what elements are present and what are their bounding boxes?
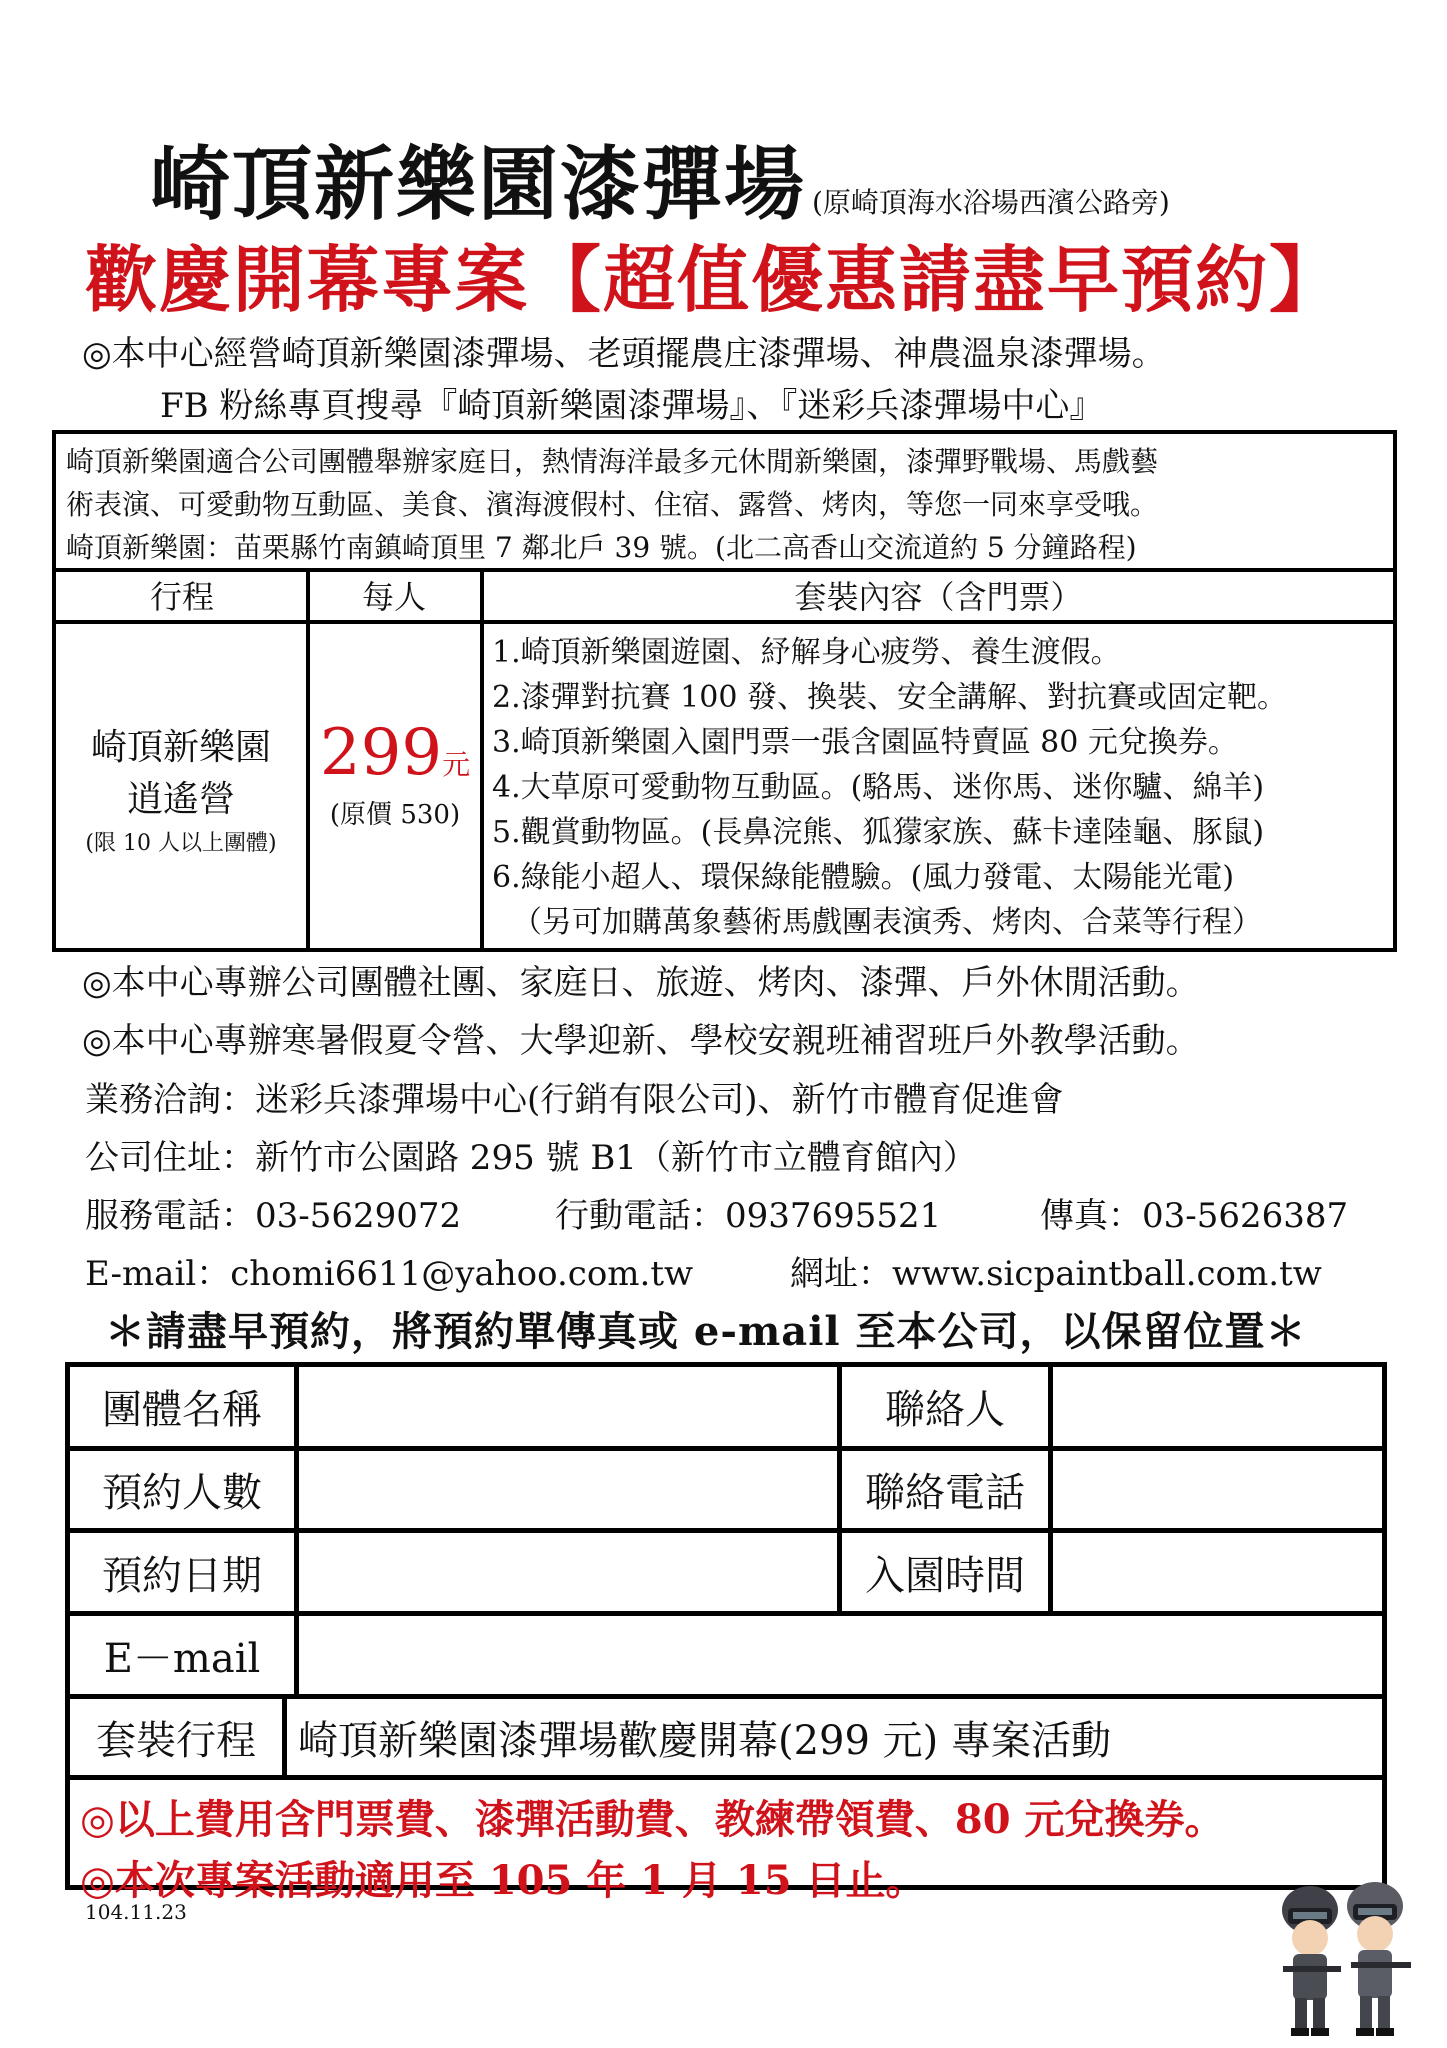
- inquiry-line: 業務洽詢：迷彩兵漆彈場中心(行銷有限公司)、新竹市體育促進會: [85, 1080, 1064, 1120]
- package-item: 2.漆彈對抗賽 100 發、換裝、安全講解、對抗賽或固定靶。: [492, 680, 1287, 715]
- footer-date: 104.11.23: [85, 1900, 187, 1924]
- headcount-field[interactable]: [299, 1451, 837, 1528]
- website-link[interactable]: 網址：www.sicpaintball.com.tw: [790, 1254, 1322, 1294]
- info-table: [52, 430, 1397, 952]
- email-link[interactable]: E-mail：chomi6611@yahoo.com.tw: [85, 1254, 694, 1294]
- form-row: [70, 1616, 1382, 1694]
- package-item: 5.觀賞動物區。(長鼻浣熊、狐獴家族、蘇卡達陸龜、豚鼠): [492, 815, 1265, 850]
- service-line-2: ◎本中心專辦寒暑假夏令營、大學迎新、學校安親班補習班戶外教學活動。: [82, 1021, 1200, 1061]
- intro-line-2: FB 粉絲專頁搜尋『崎頂新樂園漆彈場』、『迷彩兵漆彈場中心』: [160, 386, 1104, 426]
- fax-number: 傳真：03-5626387: [1040, 1196, 1349, 1236]
- note-line-2: ◎本次專案活動適用至 105 年 1 月 15 日止。: [80, 1857, 926, 1904]
- label-date: 預約日期: [102, 1552, 262, 1599]
- package-item: 6.綠能小超人、環保綠能體驗。(風力發電、太陽能光電): [492, 860, 1235, 895]
- label-headcount: 預約人數: [102, 1470, 262, 1516]
- package-item: 1.崎頂新樂園遊園、紓解身心疲勞、養生渡假。: [492, 635, 1121, 670]
- booking-notice: ＊請盡早預約，將預約單傳真或 e-mail 至本公司，以保留位置＊: [105, 1308, 1307, 1355]
- title-row: [150, 120, 1350, 235]
- header-itinerary: 行程: [56, 572, 308, 624]
- label-contact: 聯絡人: [885, 1387, 1005, 1433]
- service-phone: 服務電話：03-5629072: [85, 1196, 462, 1236]
- original-price: (原價 530): [329, 800, 461, 830]
- itinerary-note: (限 10 人以上團體): [85, 831, 277, 856]
- mascot-left: [1282, 1886, 1341, 2036]
- description-line: 術表演、可愛動物互動區、美食、濱海渡假村、住宿、露營、烤肉，等您一同來享受哦。: [66, 488, 1159, 521]
- paintball-mascots-illustration: [1255, 1870, 1425, 2040]
- header-package: 套裝內容（含門票）: [480, 572, 1397, 624]
- contact-phone-field[interactable]: [1053, 1451, 1383, 1528]
- group-name-field[interactable]: [299, 1367, 837, 1446]
- package-item: 4.大草原可愛動物互動區。(駱馬、迷你馬、迷你驢、綿羊): [492, 770, 1265, 805]
- cell-divider: [282, 1699, 287, 1775]
- contact-field[interactable]: [1053, 1367, 1383, 1446]
- page-title: 崎頂新樂園漆彈場: [150, 138, 806, 231]
- form-notes: [70, 1780, 1382, 1904]
- promo-heading: 歡慶開幕專案【超值優惠請盡早預約】: [85, 237, 1344, 322]
- form-row: [70, 1533, 1382, 1611]
- label-group-name: 團體名稱: [102, 1387, 262, 1433]
- form-row: [70, 1367, 1382, 1446]
- price-unit: 元: [442, 748, 471, 781]
- intro-line-1: ◎本中心經營崎頂新樂園漆彈場、老頭擺農庄漆彈場、神農溫泉漆彈場。: [82, 334, 1166, 374]
- price-value: 299: [319, 716, 443, 790]
- description-line: 崎頂新樂園適合公司團體舉辦家庭日，熱情海洋最多元休閒新樂園，漆彈野戰場、馬戲藝: [66, 445, 1159, 478]
- description-line: 崎頂新樂園：苗栗縣竹南鎮崎頂里 7 鄰北戶 39 號。(北二高香山交流道約 5 分鐘路程): [66, 531, 1137, 564]
- info-description: [56, 434, 1393, 572]
- page-subtitle: (原崎頂海水浴場西濱公路旁): [812, 186, 1170, 219]
- package-item: 3.崎頂新樂園入園門票一張含園區特賣區 80 元兌換券。: [492, 725, 1238, 760]
- package-item: （另可加購萬象藝術馬戲團表演秀、烤肉、合菜等行程）: [512, 905, 1262, 940]
- form-row: [70, 1451, 1382, 1528]
- service-line-1: ◎本中心專辦公司團體社團、家庭日、旅遊、烤肉、漆彈、戶外休閒活動。: [82, 963, 1200, 1003]
- itinerary-name: 逍遙營: [126, 779, 235, 820]
- date-field[interactable]: [299, 1533, 837, 1611]
- package-cell: [492, 624, 1392, 948]
- note-line-1: ◎以上費用含門票費、漆彈活動費、教練帶領費、80 元兌換券。: [80, 1796, 1225, 1843]
- column-divider: [480, 572, 484, 948]
- entry-time-field[interactable]: [1053, 1533, 1383, 1611]
- package-value: 崎頂新樂園漆彈場歡慶開幕(299 元) 專案活動: [298, 1717, 1111, 1764]
- reservation-form: [65, 1362, 1387, 1904]
- itinerary-cell: [56, 624, 306, 948]
- label-entry-time: 入園時間: [865, 1552, 1025, 1599]
- header-per-person: 每人: [308, 572, 480, 624]
- price-cell: [310, 624, 480, 948]
- label-email: E－mail: [103, 1635, 261, 1682]
- address-line: 公司住址：新竹市公園路 295 號 B1（新竹市立體育館內）: [85, 1138, 977, 1178]
- mascot-right: [1347, 1882, 1411, 2036]
- mobile-phone: 行動電話：0937695521: [555, 1196, 942, 1236]
- form-row: [70, 1699, 1382, 1775]
- label-contact-phone: 聯絡電話: [865, 1470, 1025, 1516]
- email-field[interactable]: [299, 1616, 1383, 1694]
- itinerary-name: 崎頂新樂園: [90, 727, 271, 768]
- label-package: 套裝行程: [96, 1717, 256, 1764]
